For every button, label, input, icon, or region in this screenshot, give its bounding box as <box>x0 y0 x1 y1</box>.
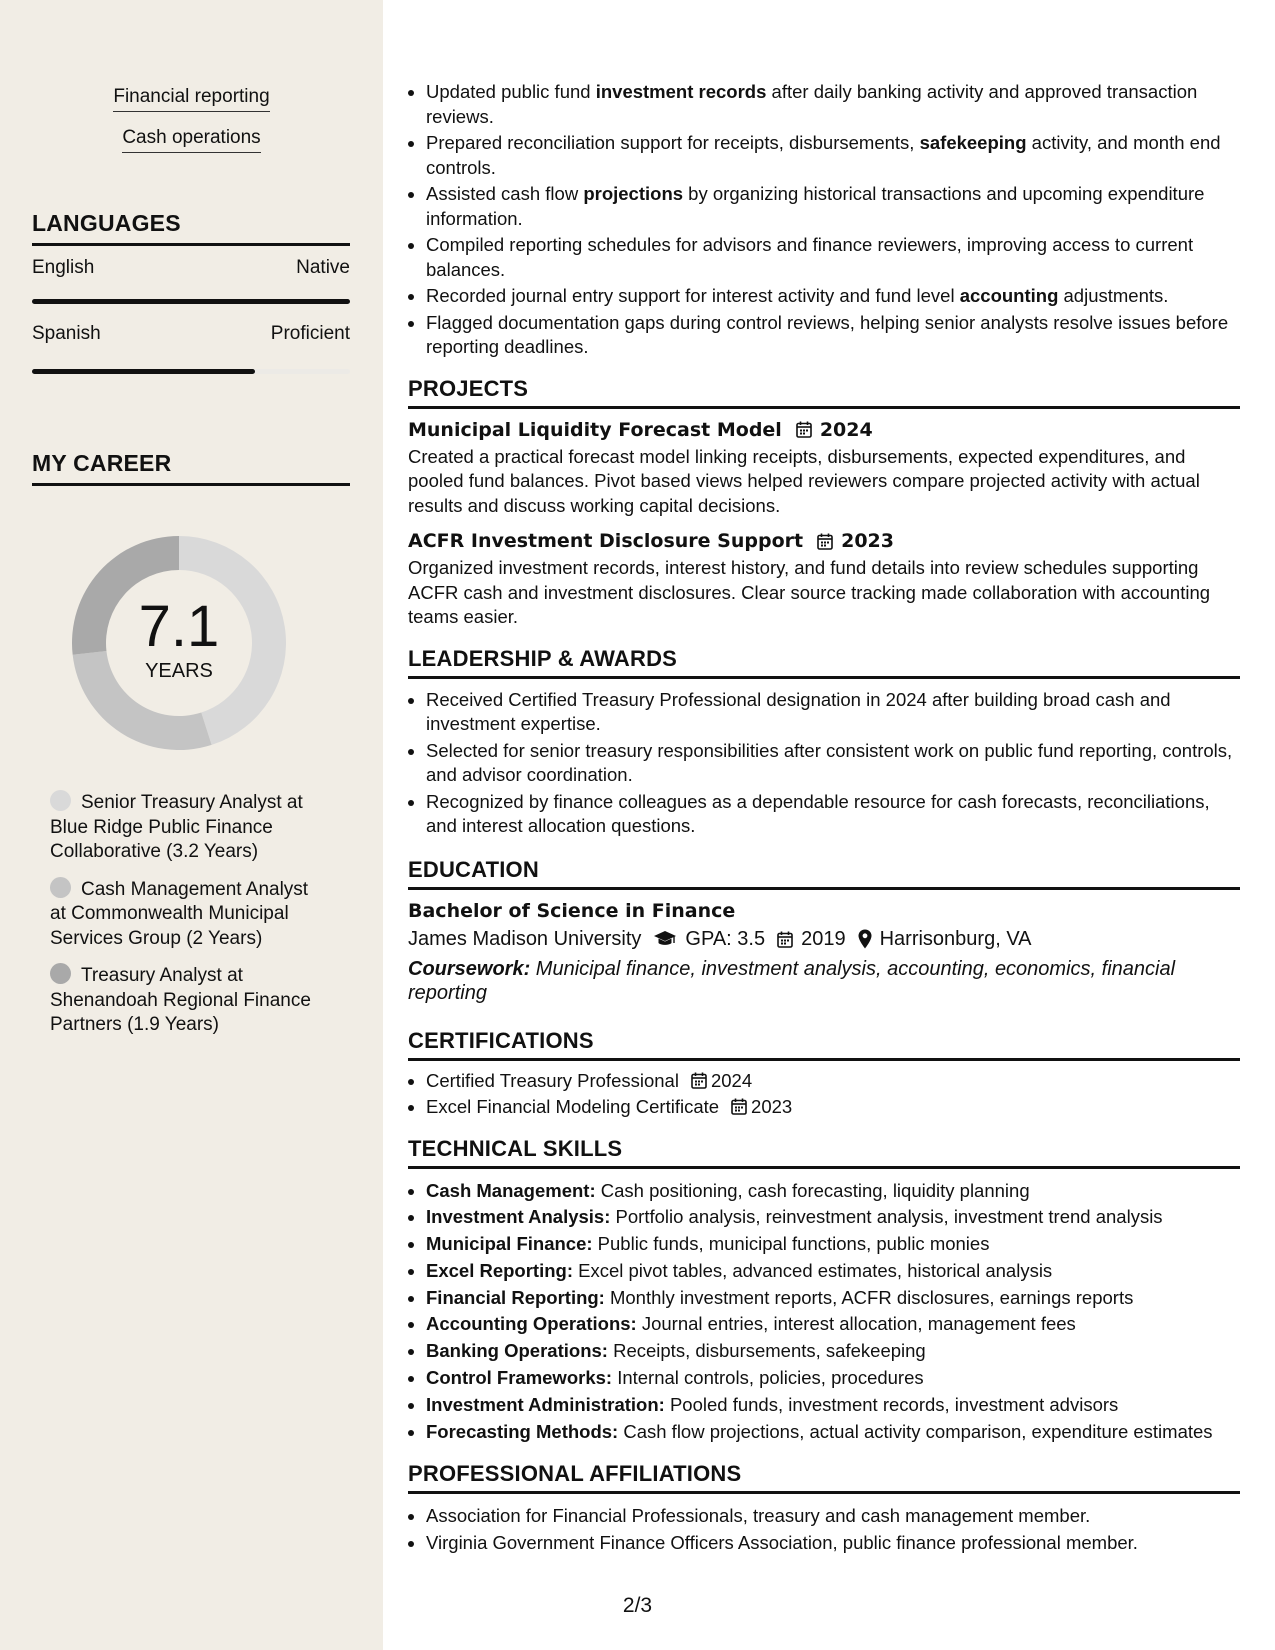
technical-skill-item: • Control Frameworks: Internal controls, policies, procedures <box>426 1365 1240 1392</box>
career-total-value: 7.1 <box>138 593 220 659</box>
experience-bullet: • Prepared reconciliation support for receipts, disbursements, safekeeping activity, and month end controls. <box>426 131 1240 180</box>
language-row <box>32 323 350 345</box>
experience-bullet: • Flagged documentation gaps during control reviews, helping senior analysts resolve issues before reporting deadlines. <box>426 311 1240 360</box>
career-total-unit: YEARS <box>145 659 213 682</box>
leadership-heading: LEADERSHIP & AWARDS <box>408 646 1240 679</box>
coursework-label: Coursework: <box>408 957 531 980</box>
technical-skill-item: • Forecasting Methods: Cash flow projections, actual activity comparison, expenditure estimates <box>426 1419 1240 1446</box>
certifications-heading: CERTIFICATIONS <box>408 1028 1240 1061</box>
affiliations-heading: PROFESSIONAL AFFILIATIONS <box>408 1461 1240 1494</box>
career-legend-dot <box>50 963 71 984</box>
coursework-text: Municipal finance, investment analysis, accounting, economics, financial reporting <box>408 957 1176 1004</box>
technical-skill-item: • Accounting Operations: Journal entries, interest allocation, management fees <box>426 1311 1240 1338</box>
career-legend-label: Senior Treasury Analyst at Blue Ridge Public Finance Collaborative (3.2 Years) <box>50 792 303 862</box>
project-year: 2024 <box>819 418 873 441</box>
experience-bullets <box>408 80 1240 360</box>
project-name: Municipal Liquidity Forecast Model <box>408 418 782 441</box>
language-row <box>32 257 350 279</box>
language-level: Native <box>296 257 350 278</box>
language-bar <box>32 299 350 304</box>
calendar-icon <box>691 1072 707 1089</box>
gpa: GPA: 3.5 <box>685 927 766 950</box>
leadership-item: • Recognized by finance colleagues as a dependable resource for cash forecasts, reconciliations, and interest allocation questions. <box>426 790 1240 839</box>
certification-name: Certified Treasury Professional <box>426 1069 679 1091</box>
page-number: 2/3 <box>622 1594 653 1617</box>
technical-skills-list <box>408 1178 1240 1446</box>
skill-tags <box>0 86 383 168</box>
technical-skill-item: • Financial Reporting: Monthly investment reports, ACFR disclosures, earnings reports <box>426 1285 1240 1312</box>
project-year: 2023 <box>841 530 894 552</box>
calendar-icon <box>817 533 833 550</box>
language-bar-fill <box>32 369 255 374</box>
certification-item <box>426 1095 1240 1120</box>
technical-skill-item: • Investment Administration: Pooled funds, investment records, investment advisors <box>426 1392 1240 1419</box>
leadership-item: • Selected for senior treasury responsibilities after consistent work on public fund reporting, controls, and advisor coordination. <box>426 739 1240 788</box>
experience-bullet: • Compiled reporting schedules for advisors and finance reviewers, improving access to current balances. <box>426 233 1240 282</box>
language-name: English <box>32 257 95 278</box>
school-location: Harrisonburg, VA <box>879 927 1032 950</box>
career-legend-label: Cash Management Analyst at Commonwealth Municipal Services Group (2 Years) <box>50 878 309 949</box>
sidebar <box>0 0 383 1650</box>
technical-skill-item: • Municipal Finance: Public funds, municipal functions, public monies <box>426 1231 1240 1258</box>
career-legend-dot <box>50 790 71 811</box>
affiliations-list <box>408 1503 1240 1557</box>
career-legend-item <box>50 790 325 865</box>
certification-year: 2024 <box>710 1069 753 1091</box>
technical-skill-item: • Cash Management: Cash positioning, cash forecasting, liquidity planning <box>426 1178 1240 1205</box>
career-legend-item <box>50 963 325 1038</box>
graduation-year: 2019 <box>801 927 846 950</box>
career-heading: MY CAREER <box>32 450 350 486</box>
career-legend <box>50 790 325 1050</box>
experience-bullet: • Updated public fund investment records after daily banking activity and approved transaction reviews. <box>426 80 1240 129</box>
coursework <box>408 957 1240 1006</box>
calendar-icon <box>796 421 812 438</box>
career-donut-chart <box>64 528 294 758</box>
languages-heading: LANGUAGES <box>32 210 350 246</box>
calendar-icon <box>731 1098 747 1115</box>
certification-year: 2023 <box>751 1096 793 1117</box>
certifications-list <box>408 1069 1240 1120</box>
experience-bullet: • Recorded journal entry support for interest activity and fund level accounting adjustments. <box>426 284 1240 309</box>
certification-item <box>426 1069 1240 1094</box>
project-name: ACFR Investment Disclosure Support <box>408 530 804 552</box>
affiliation-item: • Virginia Government Finance Officers Association, public finance professional member. <box>426 1530 1240 1557</box>
career-legend-label: Treasury Analyst at Shenandoah Regional Finance Partners (1.9 Years) <box>50 965 311 1035</box>
language-level: Proficient <box>270 323 350 344</box>
education-heading: EDUCATION <box>408 857 1240 890</box>
technical-skill-item: • Investment Analysis: Portfolio analysis, reinvestment analysis, investment trend analysis <box>426 1204 1240 1231</box>
skill-tag: Cash operations <box>122 127 260 153</box>
technical-skill-item: • Excel Reporting: Excel pivot tables, advanced estimates, historical analysis <box>426 1258 1240 1285</box>
technical-skills-heading: TECHNICAL SKILLS <box>408 1136 1240 1169</box>
skill-tag: Financial reporting <box>113 86 269 112</box>
degree-title: Bachelor of Science in Finance <box>408 899 736 922</box>
project-description: Created a practical forecast model linking receipts, disbursements, expected expenditures, and pooled fund balances. Pivot based views helped reviewers compare projected activity with actual results and discuss working capital decisions. <box>408 445 1200 516</box>
graduation-cap-icon <box>653 930 677 948</box>
leadership-list <box>408 688 1240 839</box>
language-bar-fill <box>32 299 350 304</box>
main-content <box>408 0 1240 1650</box>
technical-skill-item: • Banking Operations: Receipts, disbursements, safekeeping <box>426 1338 1240 1365</box>
experience-bullet: • Assisted cash flow projections by organizing historical transactions and upcoming expenditure information. <box>426 182 1240 231</box>
career-donut-center <box>64 528 294 758</box>
career-legend-item <box>50 877 325 952</box>
language-bar <box>32 369 350 374</box>
certification-name: Excel Financial Modeling Certificate <box>426 1096 720 1117</box>
language-name: Spanish <box>32 323 101 344</box>
leadership-item: • Received Certified Treasury Professional designation in 2024 after building broad cash and investment expertise. <box>426 688 1240 737</box>
career-legend-dot <box>50 877 71 898</box>
education-details <box>408 928 1240 951</box>
map-pin-icon <box>858 929 872 949</box>
project-description: Organized investment records, interest history, and fund details into review schedules supporting ACFR cash and investment disclosures. Clear source tracking made collaboration with accounting teams easier. <box>408 557 1211 627</box>
affiliation-item: • Association for Financial Professionals, treasury and cash management member. <box>426 1503 1240 1530</box>
project-title <box>408 419 1240 441</box>
school-name: James Madison University <box>408 927 642 950</box>
project-title <box>408 530 1240 552</box>
projects-heading: PROJECTS <box>408 376 1240 409</box>
calendar-icon <box>777 931 793 948</box>
